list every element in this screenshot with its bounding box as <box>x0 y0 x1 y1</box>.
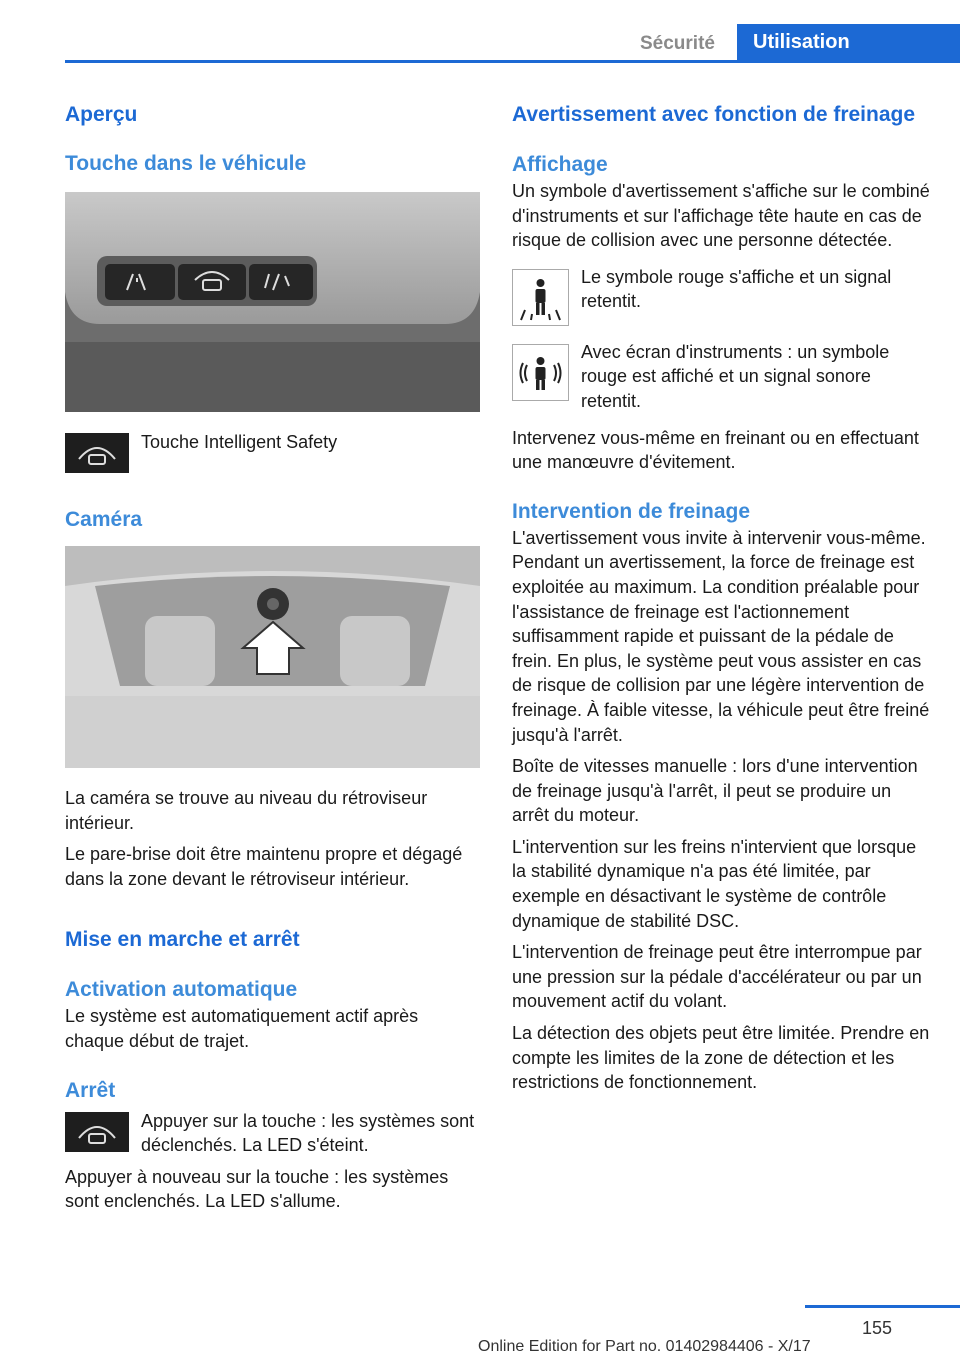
page-number: 155 <box>862 1318 893 1338</box>
subheading-affichage: Affichage <box>512 153 608 176</box>
intelligent-safety-button-icon <box>65 433 129 473</box>
symbol-row-2 <box>512 340 930 414</box>
camera-photo <box>65 546 480 768</box>
pedestrian-sound-icon <box>512 344 569 401</box>
activation-paragraph: Le système est automatiquement actif après chaque début de trajet. <box>65 1006 419 1051</box>
intervention-paragraph-3: L'intervention sur les freins n'intervient que lorsque la stabilité dynamique n'a pas été limitée, par exemple en désactivant le système de contrôle dynamique de stabilité DSC. <box>512 836 917 931</box>
camera-paragraph-1: La caméra se trouve au niveau du rétroviseur intérieur. <box>65 788 428 833</box>
affichage-paragraph: Un symbole d'avertissement s'affiche sur le combiné d'instruments et sur l'affichage tête haute en cas de risque de collision avec une personne détectée. <box>512 181 930 251</box>
intervention-paragraph-2: Boîte de vitesses manuelle : lors d'une intervention de freinage jusqu'à l'arrêt, il peut se produire un arrêt du moteur. <box>512 756 918 826</box>
edition-footer: Online Edition for Part no. 01402984406 - X/17 <box>478 1338 811 1355</box>
heading-apercu: Aperçu <box>65 103 138 126</box>
heading-mise-en-marche: Mise en marche et arrêt <box>65 928 300 952</box>
footer-rule <box>805 1305 960 1308</box>
arret-paragraph-2: Appuyer à nouveau sur la touche : les systèmes sont enclenchés. La LED s'allume. <box>65 1166 449 1212</box>
tab-securite[interactable]: Sécurité <box>640 33 715 54</box>
right-column <box>512 102 930 1095</box>
subheading-arret: Arrêt <box>65 1078 116 1102</box>
symbol-row-1 <box>512 265 930 326</box>
header-rule <box>65 60 960 63</box>
pedestrian-warning-icon <box>512 269 569 326</box>
arret-paragraph-1: Appuyer sur la touche : les systèmes sont déclenchés. La LED s'éteint. <box>141 1110 475 1156</box>
subheading-camera: Caméra <box>65 508 143 531</box>
arret-row <box>65 1109 480 1158</box>
heading-avertissement: Avertissement avec fonction de freinage <box>512 103 916 126</box>
touch-caption: Touche Intelligent Safety <box>141 432 338 452</box>
symbol-1-text: Le symbole rouge s'affiche et un signal retentit. <box>581 266 892 312</box>
button-panel-photo <box>65 192 480 412</box>
tab-utilisation[interactable]: Utilisation <box>737 24 960 60</box>
camera-paragraph-2: Le pare-brise doit être maintenu propre et dégagé dans la zone devant le rétroviseur intérieur. <box>65 844 463 889</box>
intervention-paragraph-1: L'avertissement vous invite à intervenir vous-même. Pendant un avertissement, la force de freinage est exploitée au maximum. La condition préalable pour l'assistance de freinage est l'actionnement suffisamment rapide et puissant de la pédale de frein. En plus, le système peut vous assister en cas de risque de collision par une légère intervention de freinage. À faible vitesse, la véhicule peut être freiné jusqu'à l'arrêt. <box>512 527 930 745</box>
intervenez-paragraph: Intervenez vous-même en freinant ou en effectuant une manœuvre d'évitement. <box>512 427 919 473</box>
intervention-paragraph-4: L'intervention de freinage peut être interrompue par une pression sur la pédale d'accélérateur ou par un mouvement actif du volant. <box>512 942 922 1012</box>
intelligent-safety-button-icon <box>65 1112 129 1152</box>
subheading-touche: Touche dans le véhicule <box>65 152 307 175</box>
left-column <box>65 102 480 1214</box>
subheading-activation: Activation automatique <box>65 978 298 1002</box>
symbol-2-text: Avec écran d'instruments : un symbole rouge est affiché et un signal sonore retentit. <box>581 341 890 411</box>
touch-legend-row <box>65 430 480 473</box>
subheading-intervention: Intervention de freinage <box>512 499 751 523</box>
intervention-paragraph-5: La détection des objets peut être limitée. Prendre en compte les limites de la zone de détection et les restrictions de fonctionnement. <box>512 1023 930 1093</box>
